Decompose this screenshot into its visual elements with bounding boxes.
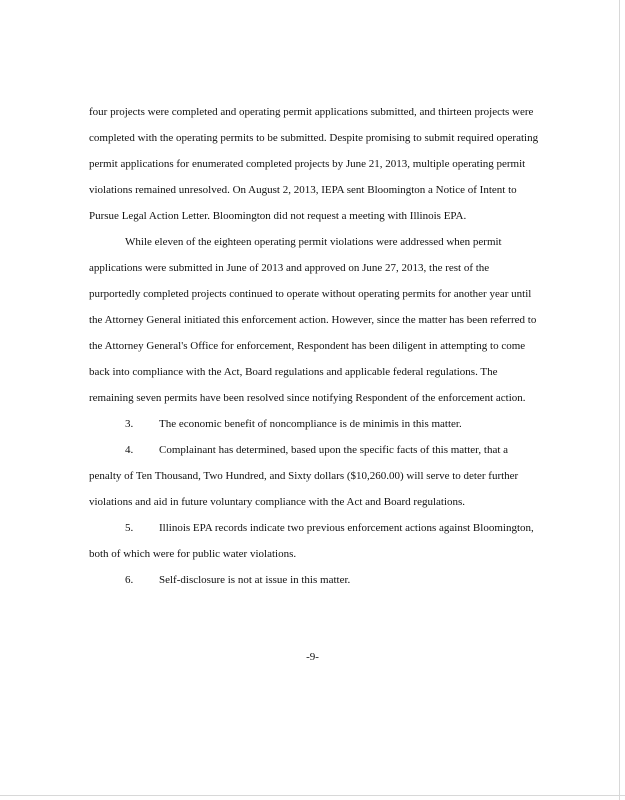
numbered-paragraph bbox=[89, 567, 539, 593]
paragraph-number: 6. bbox=[125, 574, 134, 586]
paragraph-number: 4. bbox=[125, 444, 134, 456]
paragraph-continuation: four projects were completed and operating permit applications submitted, and thirteen projects were completed with the operating permits to be submitted. Despite promising to submit required operating permit applications for enumerated completed projects by June 21, 2013, multiple operating permit violations remained unresolved. On August 2, 2013, IEPA sent Bloomington a Notice of Intent to Pursue Legal Action Letter. Bloomington did not request a meeting with Illinois EPA. bbox=[89, 106, 539, 222]
paragraph-text: Self-disclosure is not at issue in this matter. bbox=[159, 574, 351, 586]
paragraph-number: 5. bbox=[125, 522, 134, 534]
paragraph-while-eleven: While eleven of the eighteen operating permit violations were addressed when permit applications were submitted in June of 2013 and approved on June 27, 2013, the rest of the purportedly completed projects continued to operate without operating permits for another year until the Attorney General initiated this enforcement action. However, since the matter has been referred to the Attorney General's Office for enforcement, Respondent has been diligent in attempting to come back into compliance with the Act, Board regulations and applicable federal regulations. The remaining seven permits have been resolved since notifying Respondent of the enforcement action. bbox=[89, 236, 537, 404]
numbered-paragraph bbox=[89, 411, 539, 437]
paragraph-number: 3. bbox=[125, 418, 134, 430]
page-edge bbox=[0, 795, 625, 796]
paragraph-text: The economic benefit of noncompliance is de minimis in this matter. bbox=[159, 418, 462, 430]
numbered-paragraph bbox=[89, 437, 539, 515]
paragraph-text: Complainant has determined, based upon the specific facts of this matter, that a penalty of Ten Thousand, Two Hundred, and Sixty dollars ($10,260.00) will serve to deter further violations and aid in future voluntary compliance with the Act and Board regulations. bbox=[89, 444, 519, 508]
numbered-paragraph bbox=[89, 515, 539, 567]
page-number: -9- bbox=[306, 651, 319, 663]
body-text bbox=[89, 99, 539, 593]
page-edge bbox=[619, 0, 620, 800]
paragraph-text: Illinois EPA records indicate two previous enforcement actions against Bloomington, both of which were for public water violations. bbox=[89, 522, 534, 560]
